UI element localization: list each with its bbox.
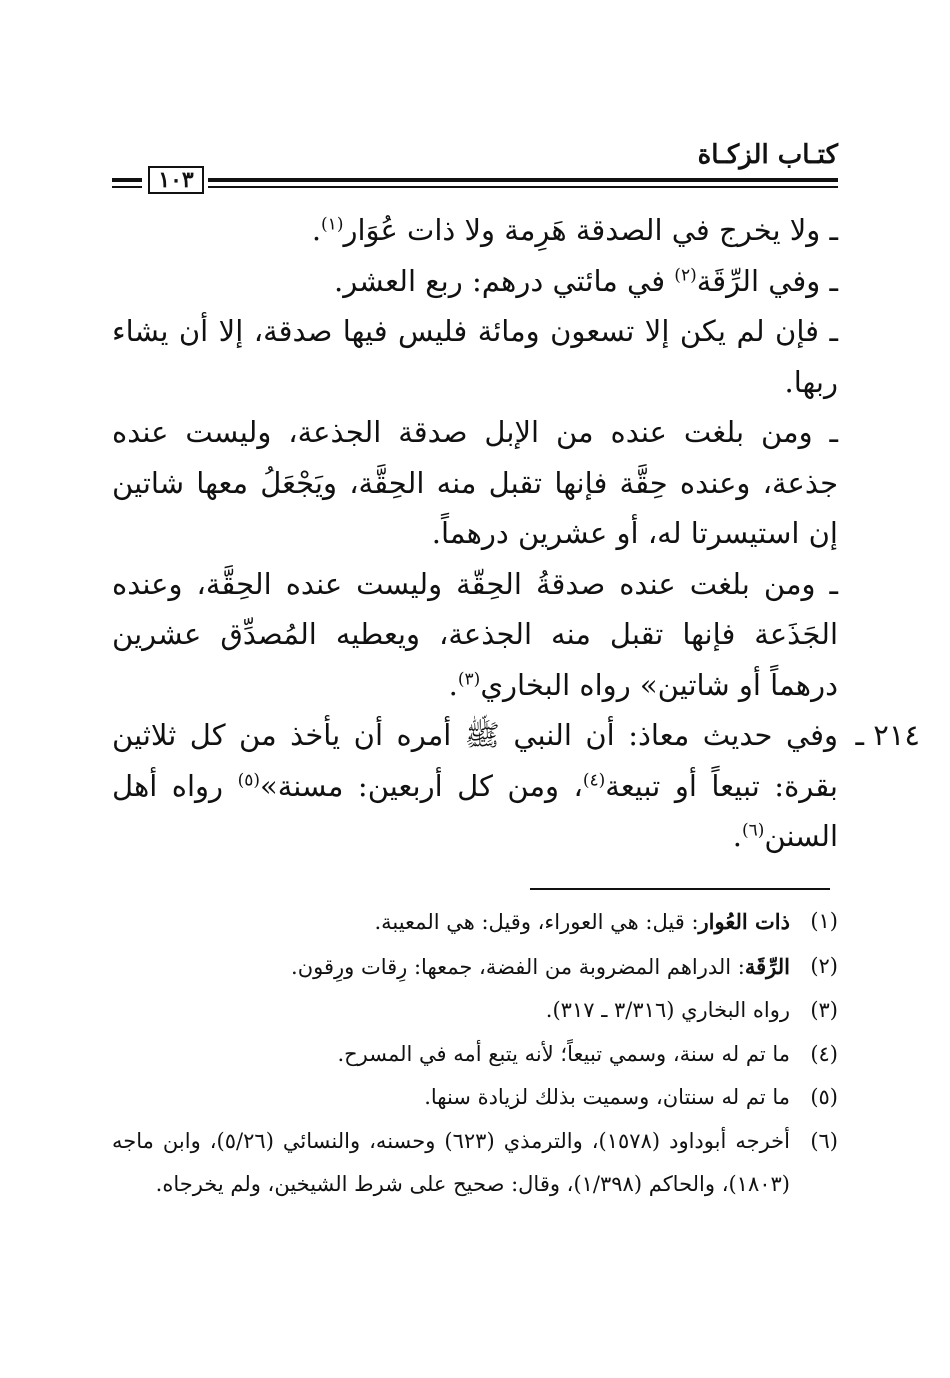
- page-number: ١٠٣: [148, 166, 204, 194]
- paragraph-text: ـ وفي الرِّقَة: [696, 263, 838, 298]
- paragraph: [112, 407, 838, 559]
- footnote-ref: (٥): [237, 769, 260, 790]
- paragraph: [112, 559, 838, 711]
- footnote-text: رواه البخاري (٣/٣١٦ ـ ٣١٧).: [545, 998, 790, 1022]
- footnote-ref: (٦): [741, 820, 765, 841]
- hadith-number: ٢١٤ ـ: [855, 718, 920, 752]
- header-rule-short-thick: [112, 178, 142, 182]
- footnote-ref: (٤): [582, 769, 606, 790]
- footnote-term: ذات العُوار: [698, 909, 790, 934]
- footnotes: [112, 900, 838, 1207]
- footnote-text: ما تم له سنة، وسمي تبيعاً؛ لأنه يتبع أمه في المسرح.: [337, 1041, 790, 1066]
- paragraph-text: ـ ومن بلغت عنده من الإبل صدقة الجذعة، وليست عنده جذعة، وعنده حِقَّة فإنها تقبل منه الحِقَّة، ويَجْعَلُ معها شاتين إن استيسرتا له، أو عشرين درهماً.: [112, 415, 838, 550]
- footnote-text: ما تم له سنتان، وسميت بذلك لزيادة سنها.: [424, 1085, 790, 1109]
- footnote: [112, 945, 838, 990]
- footnote: [112, 900, 838, 945]
- paragraph-tail: في مائتي درهم: ربع العشر.: [334, 263, 675, 298]
- footnote-ref: (٢): [674, 264, 697, 285]
- footnote: [112, 1120, 838, 1207]
- footnote: [112, 1033, 838, 1077]
- paragraph-tail: ، ومن كل أربعين: مسنة»: [259, 768, 583, 803]
- paragraph-text: وفي حديث معاذ: أن النبي ﷺ أمره أن يأخذ من كل ثلاثين بقرة: تبيعاً أو تبيعة: [112, 718, 839, 803]
- paragraph-text: ـ ومن بلغت عنده صدقةُ الحِقّة وليست عنده الحِقَّة، وعنده الجَذَعة فإنها تقبل منه الجذعة، ويعطيه المُصدِّق عشرين درهماً أو شاتين» رواه البخاري: [112, 566, 838, 702]
- footnote-text: : قيل: هي العوراء، وقيل: هي المعيبة.: [374, 910, 699, 934]
- footnote-number: (١): [810, 909, 838, 933]
- footnote-number: (٣): [810, 998, 838, 1022]
- main-text: [112, 205, 920, 862]
- footnote-text: : الدراهم المضروبة من الفضة، جمعها: رِقات ورِقون.: [291, 954, 745, 979]
- paragraph: [112, 306, 838, 407]
- paragraph: [112, 256, 838, 307]
- paragraph-tail: .: [448, 667, 458, 702]
- footnote-number: (٦): [810, 1128, 838, 1153]
- book-title: كتـاب الزكـاة: [697, 140, 838, 170]
- footnote-number: (٥): [810, 1085, 838, 1109]
- footnote-number: (٢): [810, 953, 838, 978]
- paragraph-text: ـ فإن لم يكن إلا تسعون ومائة فليس فيها صدقة، إلا أن يشاء ربها.: [112, 314, 838, 399]
- footnote: [112, 989, 838, 1033]
- header-rule-short-thin: [112, 186, 142, 188]
- footnote-ref: (٣): [457, 668, 481, 689]
- paragraph: [112, 205, 838, 256]
- footnote-number: (٤): [810, 1041, 838, 1066]
- paragraph-tail: .: [311, 213, 322, 247]
- footnote: [112, 1076, 838, 1120]
- footnote-term: الرِّقَة: [744, 953, 790, 979]
- header-rule-thin: [208, 186, 838, 188]
- paragraph-tail: .: [732, 819, 742, 853]
- paragraph-tail: رواه أهل السنن: [112, 768, 838, 853]
- footnote-ref: (١): [321, 214, 344, 235]
- header-rule-thick: [208, 178, 838, 182]
- paragraph-text: ـ ولا يخرج في الصدقة هَرِمة ولا ذات عُوَار: [343, 213, 838, 247]
- numbered-paragraph: [112, 710, 920, 862]
- running-header: [112, 140, 838, 196]
- footnote-text: أخرجه أبوداود (١٥٧٨)، والترمذي (٦٢٣) وحسنه، والنسائي (٥/٢٦)، وابن ماجه (١٨٠٣)، والحاكم (١/٣٩٨)، وقال: صحيح على شرط الشيخين، ولم يخرجاه.: [112, 1128, 790, 1196]
- footnote-separator: [530, 888, 830, 890]
